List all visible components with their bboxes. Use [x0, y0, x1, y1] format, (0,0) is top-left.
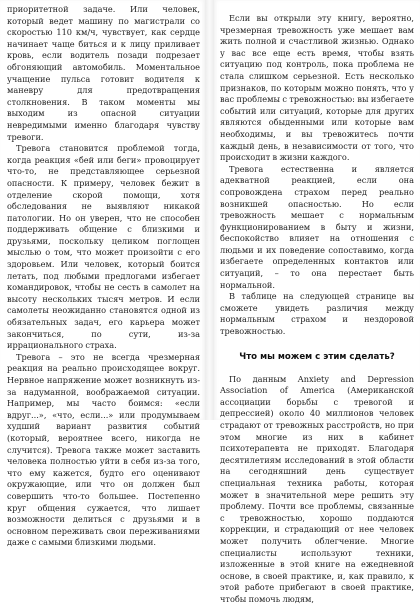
right-paragraph-3: В таблице на следующей странице вы сможете увидеть различия между нормальным страхом и нездоровой тревожностью. [220, 291, 414, 337]
left-paragraph-2: Тревога становится проблемой тогда, когда реакция «бей или беги» провоцирует что-то, не представляющее серьезной опасности. К примеру, человек бежит в отделение скорой помощи, хотя обследования не выявляют никакой патологии. Но он уверен, что не способен поддерживать общение с близкими и друзьями, поскольку целиком поглощен мыслью о том, что может произойти с его здоровьем. Или человек, который боится летать, под любыми предлогами избегает командировок, чтобы не сесть в самолет на высоту нескольких тысяч метров. И если самолеты неожиданно становятся одной из обязательных задач, его карьера может закончиться, по сути, из-за иррационального страха. [7, 143, 200, 351]
section-heading: Что мы можем с этим сделать? [239, 351, 395, 362]
book-gutter [205, 0, 214, 420]
left-page [0, 0, 205, 548]
right-paragraph-1: Если вы открыли эту книгу, вероятно, чрезмерная тревожность уже мешает вам жить полной и счастливой жизнью. Однако у вас все еще есть время, чтобы взять ситуацию под контроль, пока проблема не стала слишком серьезной. Есть несколько признаков, по которым можно понять, что у вас проблемы с тревожностью: вы избегаете событий или ситуаций, которые для других являются обыденными или которые вам необходимы, и вы тревожитесь почти каждый день, в независимости от того, что происходит в жизни каждого. [220, 13, 414, 163]
right-paragraph-4: По данным Anxiety and Depression Association of America (Американской ассоциации борьбы с тревогой и депрессией) около 40 миллионов человек страдают от тревожных расстройств, но при этом многие из них в кабинет психотерапевта не приходят. Благодаря десятилетиям исследований в этой области на сегодняшний день существует специальная техника работы, которая может в значительной мере решить эту проблему. Почти все проблемы, связанные с тревожностью, хорошо поддаются коррекции, и страдающий от нее человек может получить облегчение. Многие специалисты используют техники, изложенные в этой книге на ежедневной основе, в своей практике, и, как правило, к этой работе прибегают в своей практике, чтобы помочь людям, [220, 373, 414, 604]
right-paragraph-2: Тревога естественна и является адекватной реакцией, если она сопровождена страхом перед реально возникшей опасностью. Но если тревожность мешает с нормальным функционированием в быту и жизни, беспокойство влияет на отношения с людьми и их поведение сопоставимо, когда избегаете определенных контактов или ситуаций, – то она перестает быть нормальной. [220, 163, 414, 290]
left-paragraph-3: Тревога – это не всегда чрезмерная реакция на реально происходящее вокруг. Нервное напряжение может возникнуть из-за надуманной, воображаемой ситуации. Например, мы часто боимся: «если вдруг...», «что, если...» или продумываем худший вариант развития событий (который, вероятнее всего, никогда не случится). Тревога также может заставить человека полностью уйти в себя из-за того, что ему кажется, будто его оценивают окружающие, или что он должен был совершить что-то большее. Постепенно круг общения сужается, что лишает возможности делиться с друзьями и в основном переживать свои переживаниями даже с самыми близкими людьми. [7, 351, 200, 548]
right-page [214, 0, 420, 604]
left-paragraph-1: приоритетной задаче. Или человек, который ведет машину по магистрали со скоростью 110 км/ч, чувствует, как сердце начинает чаще биться и к лицу приливает кровь, если водитель позади подрезает обгоняющий автомобиль. Моментальное учащение пульса готовит водителя к маневру для предотвращения столкновения. В таком моменты мы выходим из опасной ситуации невредимыми именно благодаря чувству тревоги. [7, 4, 200, 142]
